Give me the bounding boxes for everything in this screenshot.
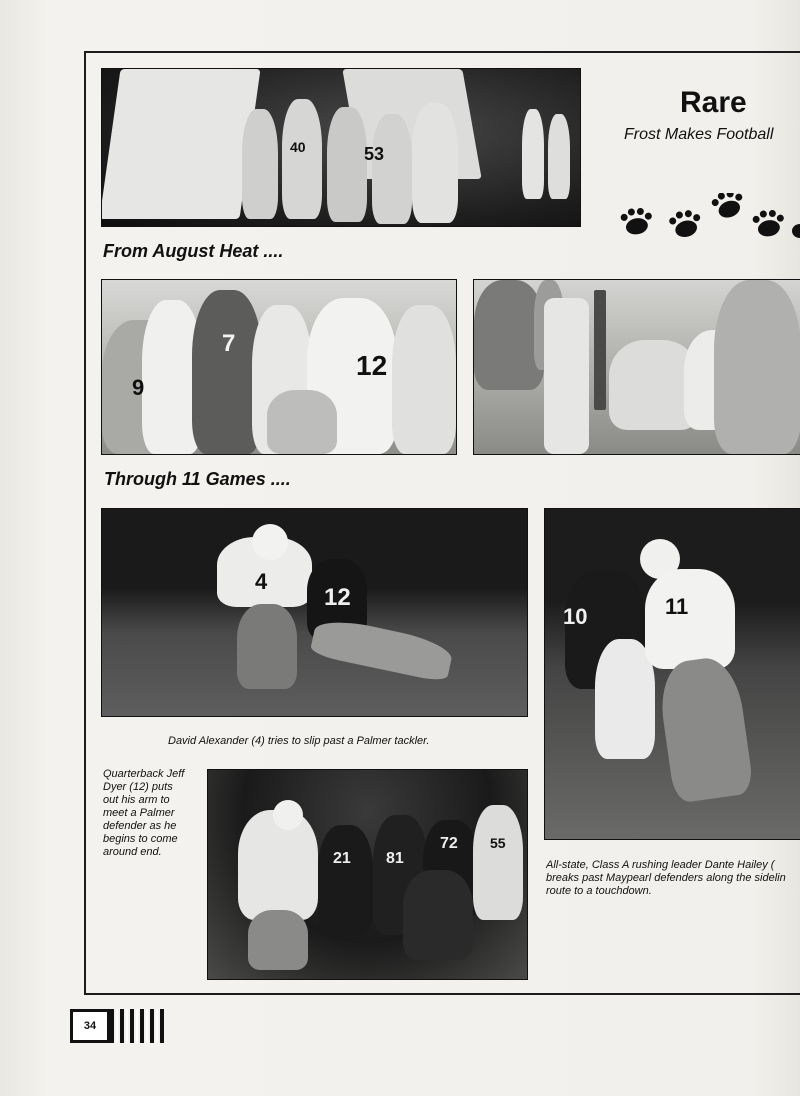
photo-dyer-run — [207, 769, 528, 980]
jersey-number: 11 — [665, 594, 689, 619]
jersey-number: 21 — [333, 850, 351, 867]
headline-title: Rare — [680, 86, 747, 119]
caption-dyer: Quarterback Jeff Dyer (12) puts out his arm to meet a Palmer defender as he begins to come around end. — [103, 768, 185, 858]
paw-print-icon — [709, 193, 747, 222]
photo-practice-huddle — [101, 279, 457, 455]
jersey-number: 53 — [364, 144, 385, 164]
paw-print-icon — [751, 207, 786, 238]
jersey-number: 12 — [356, 350, 388, 381]
paw-print-icon — [619, 205, 654, 236]
headline-subtitle: Frost Makes Football — [624, 126, 774, 143]
jersey-number: 10 — [563, 604, 588, 629]
paw-print-icon — [667, 207, 704, 241]
photo-practice-drill — [473, 279, 800, 455]
jersey-number: 7 — [222, 330, 236, 357]
jersey-number: 72 — [440, 835, 458, 852]
caption-alexander: David Alexander (4) tries to slip past a Palmer tackler. — [168, 735, 430, 747]
caption-hailey-line: breaks past Maypearl defenders along the sidelin — [546, 872, 786, 884]
photo-hailey-run — [544, 508, 800, 840]
photo-team-entrance — [101, 68, 581, 227]
caption-hailey — [546, 859, 800, 898]
caption-hailey-line: route to a touchdown. — [546, 885, 652, 897]
jersey-number: 9 — [132, 375, 145, 400]
jersey-number: 81 — [386, 850, 404, 867]
photo-alexander-run — [101, 508, 528, 717]
jersey-number: 55 — [490, 835, 506, 851]
caption-hailey-line: All-state, Class A rushing leader Dante Hailey ( — [546, 859, 775, 871]
paw-print-icon — [792, 224, 800, 238]
section-heading-august: From August Heat .... — [103, 241, 284, 261]
section-heading-games: Through 11 Games .... — [104, 469, 291, 489]
jersey-number: 12 — [324, 584, 351, 611]
page-number-bars — [110, 1009, 164, 1043]
jersey-number: 4 — [255, 569, 268, 594]
paw-prints — [618, 193, 800, 243]
jersey-number: 40 — [290, 139, 306, 155]
page-number: 34 — [70, 1009, 110, 1043]
